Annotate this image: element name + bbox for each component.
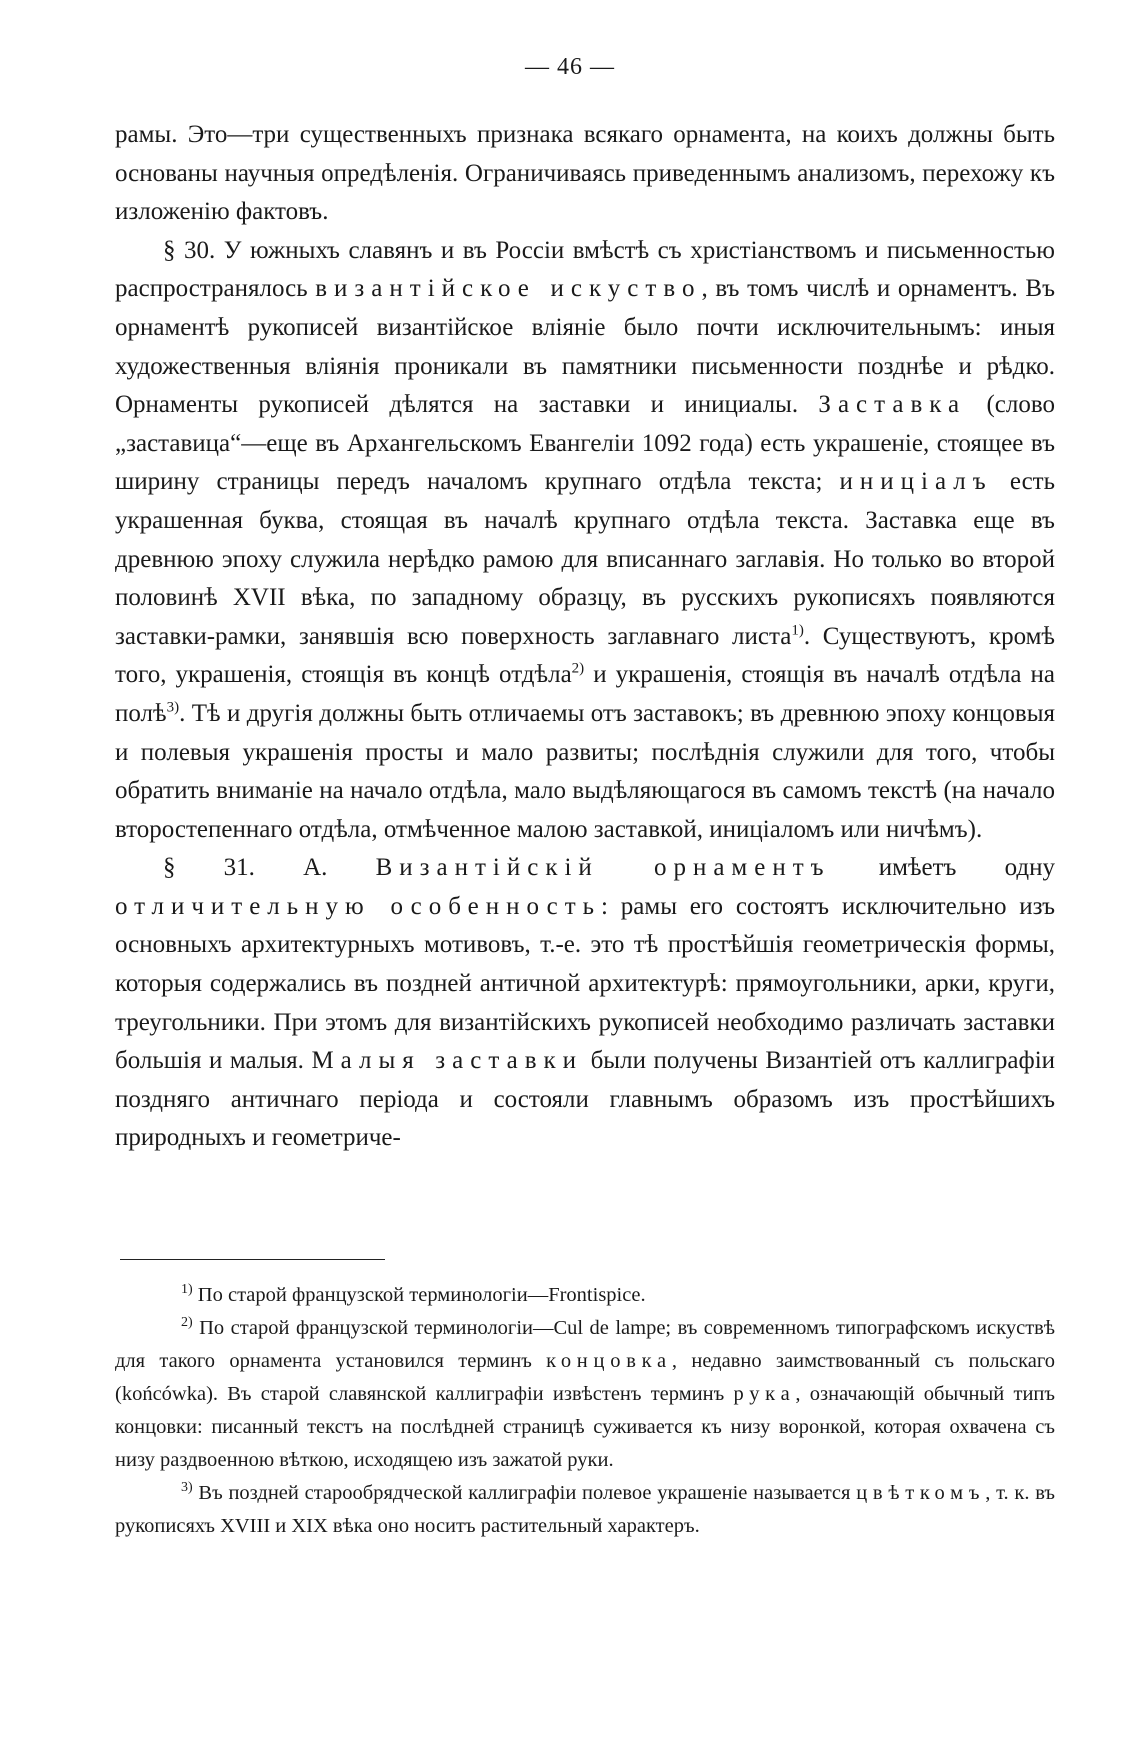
p2-text-6: и украшенія, стоящія въ началѣ отдѣла на полѣ: [115, 661, 1056, 727]
p3-text-1: § 31. А.: [163, 854, 328, 882]
p2-text-5: . Существуютъ, кромѣ того, украшенія, стоящія въ концѣ отдѣла: [115, 622, 1055, 689]
footnote-3-text-2: , т. к. въ рукописяхъ XVIII и XIX вѣка оно носитъ растительный характеръ.: [115, 1482, 1055, 1537]
page-number: — 46 —: [525, 54, 615, 80]
p2-text-4: есть украшенная буква, стоящая въ началѣ крупнаго отдѣла текста. Заставка еще въ древнюю эпоху служила нерѣдко рамою для вписаннаго заглавія. Но только во второй половинѣ XVII вѣка, по западному образцу, въ русскихъ рукописяхъ появляются заставки-рамки, занявшія всю поверхность заглавнаго листа: [115, 468, 1056, 650]
footnotes: [115, 1279, 1055, 1543]
p2-text-7: . Тѣ и другія должны быть отличаемы отъ заставокъ; въ древнюю эпоху концовыя и полевыя украшенія просты и мало развиты; послѣднія служили для того, чтобы обратить вниманіе на начало отдѣла, мало выдѣляющагося въ самомъ текстѣ (на начало второстепеннаго отдѣла, отмѣченное малою заставкой, иниціаломъ или ничѣмъ).: [115, 699, 1055, 843]
footnote-3: [115, 1477, 1055, 1543]
footnote-ref-3[interactable]: 3): [166, 699, 180, 716]
main-text: [115, 116, 1055, 1158]
p2-emphasis-initial: иниціалъ: [839, 468, 993, 496]
footnote-3-emphasis-cvetok: цвѣткомъ: [856, 1482, 986, 1504]
footnote-1-mark: 1): [181, 1282, 193, 1298]
paragraph-1: рамы. Это—три существенныхъ признака всякаго орнамента, на коихъ должны быть основаны научныя опредѣленія. Ограничиваясь приведеннымъ анализомъ, перехожу къ изложенію фактовъ.: [115, 121, 1055, 226]
p2-emphasis-zastavka: Заставка: [818, 391, 967, 419]
paragraph-2-section-30: [115, 232, 1055, 850]
footnote-2-text-2: , недавно заимствованный съ польскаго (końcówka). Въ старой славянской каллиграфіи извѣстенъ терминъ: [115, 1350, 1056, 1405]
footnote-2: [115, 1312, 1055, 1477]
footnote-3-text-1: Въ поздней старообрядческой каллиграфіи полевое украшеніе называется: [198, 1482, 851, 1504]
footnote-2-emphasis-koncovka: концовка: [546, 1350, 672, 1372]
footnote-1: [115, 1279, 1055, 1312]
footnote-2-emphasis-ruka: рука: [733, 1383, 796, 1405]
paragraph-3-section-31: [115, 849, 1055, 1158]
footnote-3-mark: 3): [181, 1480, 193, 1496]
p3-text-4: были получены Византіей отъ каллиграфіи поздняго античнаго періода и состояли главнымъ образомъ изъ простѣйшихъ природныхъ и геометриче-: [115, 1047, 1056, 1152]
p2-emphasis-byzantine-art: византійское искуство: [315, 275, 702, 303]
footnote-ref-2[interactable]: 2): [571, 660, 585, 677]
p3-text-2: имѣетъ одну: [878, 854, 1056, 882]
p2-text-1: § 30. У южныхъ славянъ и въ Россіи вмѣстѣ съ христіанствомъ и письменностью распространялось: [115, 236, 1055, 303]
footnote-ref-1[interactable]: 1): [791, 622, 804, 639]
p3-emphasis-small-headpieces: Малыя заставки: [311, 1047, 584, 1075]
p3-emphasis-byzantine-ornament: Византійскій орнаментъ: [375, 854, 831, 882]
p3-emphasis-distinctive-feature: отличительную особенность: [115, 892, 602, 920]
p2-text-2: , въ томъ числѣ и орнаментъ. Въ орнаментѣ рукописей византійское вліяніе было почти исключительнымъ: иныя художественныя вліянія проникали въ памятники письменности позднѣе и рѣдко. Орнаменты рукописей дѣлятся на заставки и инициалы.: [115, 275, 1055, 419]
footnote-2-mark: 2): [181, 1315, 193, 1331]
p2-text-3: (слово „заставица“—еще въ Архангельскомъ Евангеліи 1092 года) есть украшеніе, стоящее въ ширину страницы передъ началомъ крупнаго отдѣла текста;: [115, 391, 1055, 496]
footnote-2-text-3: , означающій обычный типъ концовки: писанный текстъ на послѣдней страницѣ суживается къ низу воронкой, которая охвачена съ низу раздвоенною вѣткою, исходящею изъ зажатой руки.: [115, 1383, 1055, 1471]
p3-text-3: : рамы его состоятъ исключительно изъ основныхъ архитектурныхъ мотивовъ, т.-е. это тѣ простѣйшія геометрическія формы, которыя содержались въ поздней античной архитектурѣ: прямоугольники, арки, круги, треугольники. При этомъ для византійскихъ рукописей необходимо различать заставки большія и малыя.: [115, 892, 1055, 1075]
footnote-1-text: По старой французской терминологіи—Frontispice.: [197, 1284, 646, 1306]
footnote-2-text-1: По старой французской терминологіи—Cul de lampe; въ современномъ типографскомъ искуствѣ для такого орнамента установился терминъ: [115, 1317, 1055, 1372]
footnote-divider: [120, 1259, 385, 1260]
